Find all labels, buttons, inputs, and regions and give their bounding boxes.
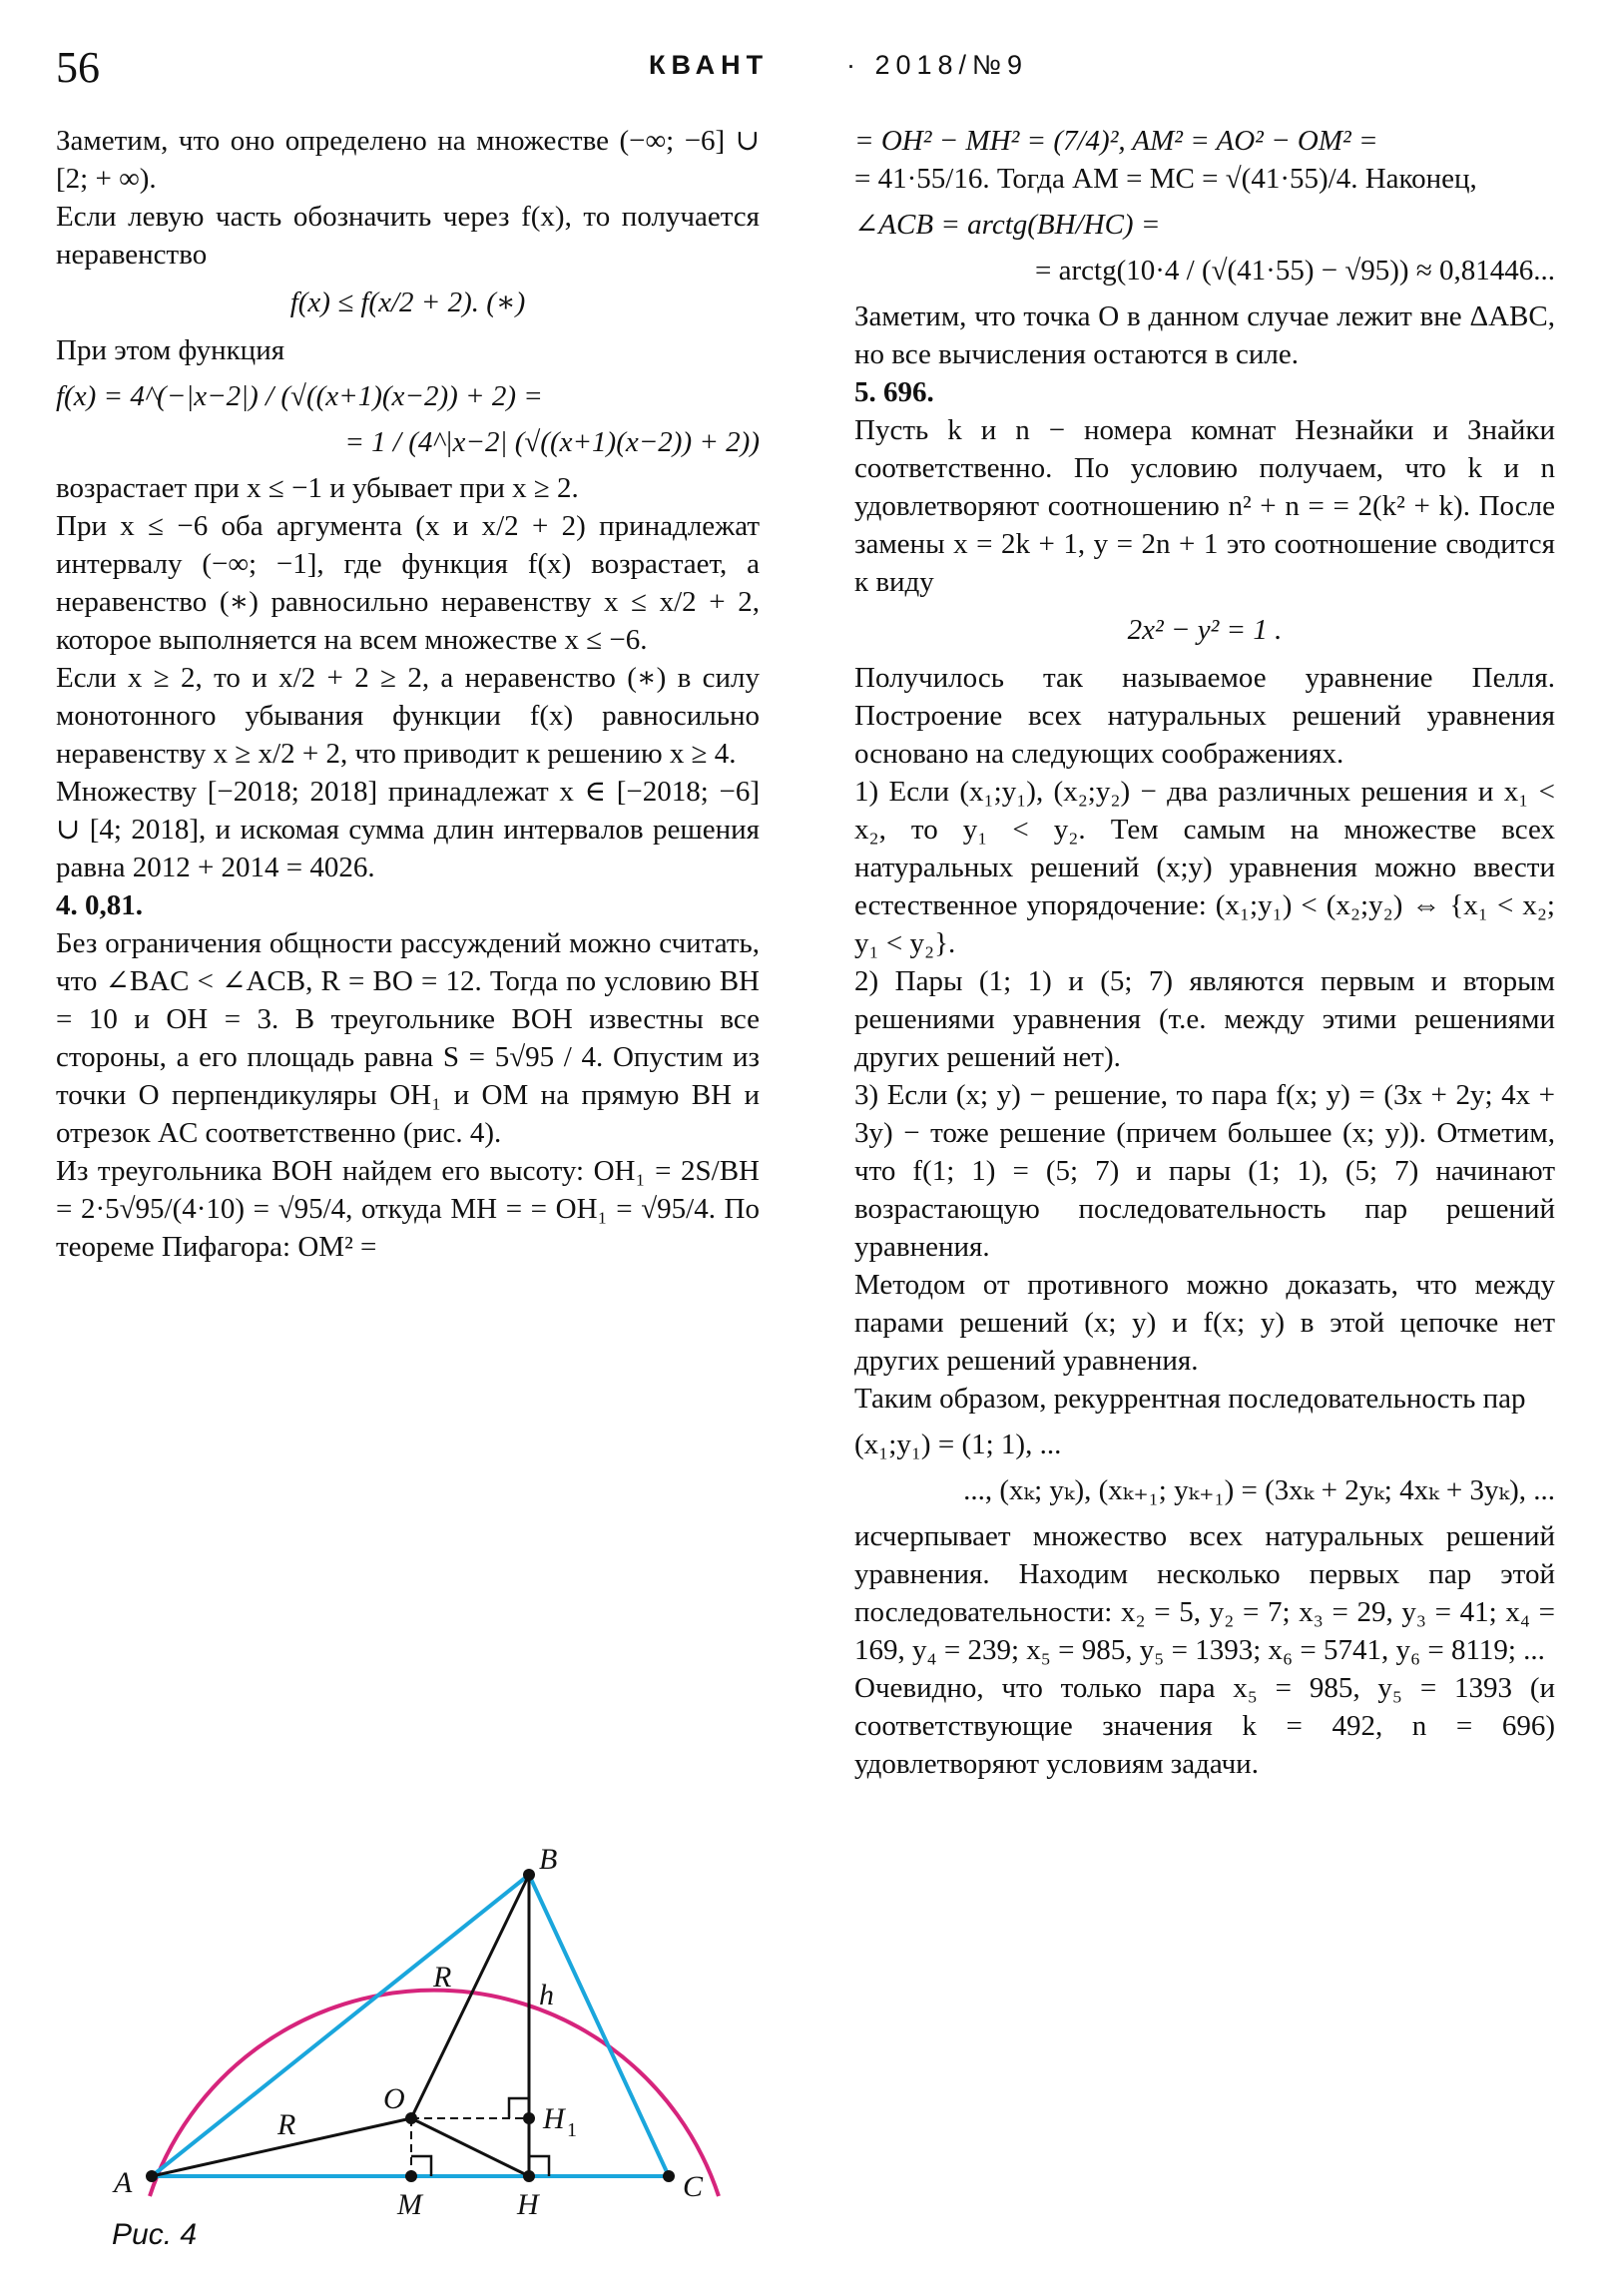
text-paragraph: возрастает при x ≤ −1 и убывает при x ≥ 2. — [56, 472, 579, 504]
point-o — [405, 2112, 417, 2124]
label-h1-subscript: 1 — [567, 2119, 577, 2141]
answer-4: 4. 0,81. — [56, 889, 143, 921]
text-paragraph: 1) Если (x₁;y₁), (x₂;y₂) − два различных решения и x₁ < x₂, то y₁ < y₂. Тем самым на множестве всех натуральных решений (x;y) уравнения можно ввести естественное упорядочение: (x₁;y₁) < (x₂;y₂) ⇔ {x₁ < x₂; y₁ < y₂}. — [854, 776, 1555, 959]
text-paragraph: Получилось так называемое уравнение Пелля. Построение всех натуральных решений уравнения основано на следующих соображениях. — [854, 662, 1555, 770]
text-paragraph: Таким образом, рекуррентная последовательность пар — [854, 1383, 1526, 1415]
label-o: O — [383, 2082, 405, 2115]
equation-f-line2: = 1 / (4^|x−2| (√((x+1)(x−2)) + 2)) — [344, 426, 760, 458]
label-c: C — [683, 2170, 704, 2203]
text-paragraph: Методом от противного можно доказать, что между парами решений (x; y) и f(x; y) в этой цепочке нет других решений уравнения. — [854, 1269, 1555, 1377]
page-header — [0, 42, 1597, 102]
text-paragraph: Из треугольника BOH найдем его высоту: OH₁ = 2S/BH = 2·5√95/(4·10) = √95/4, откуда MH = = OH₁ = √95/4. По теореме Пифагора: OM² = — [56, 1155, 760, 1263]
point-c — [663, 2170, 675, 2182]
right-column — [854, 122, 1555, 1783]
text-paragraph: Если x ≥ 2, то и x/2 + 2 ≥ 2, а неравенство (∗) в силу монотонного убывания функции f(x) равносильно неравенству x ≥ x/2 + 2, что приводит к решению x ≥ 4. — [56, 662, 760, 770]
figure-caption: Рис. 4 — [112, 2218, 198, 2251]
label-a: A — [114, 2166, 133, 2199]
text-paragraph: Если левую часть обозначить через f(x), то получается неравенство — [56, 201, 760, 271]
text-paragraph: При x ≤ −6 оба аргумента (x и x/2 + 2) принадлежат интервалу (−∞; −1], где функция f(x) возрастает, а неравенство (∗) равносильно неравенству x ≤ x/2 + 2, которое выполняется на всем множестве x ≤ −6. — [56, 510, 760, 656]
label-b: B — [539, 1843, 558, 1876]
point-h — [523, 2170, 535, 2182]
point-h1 — [523, 2112, 535, 2124]
equation-star: f(x) ≤ f(x/2 + 2). (∗) — [289, 287, 526, 318]
text-paragraph: Заметим, что оно определено на множестве (−∞; −6] ∪ [2; + ∞). — [56, 125, 760, 195]
equation-line: = OH² − MH² = (7/4)², AM² = AO² − OM² = — [854, 125, 1378, 157]
label-h-height: h — [539, 1979, 554, 2011]
point-m — [405, 2170, 417, 2182]
point-a — [146, 2170, 158, 2182]
issue-number: · 2018/№9 — [846, 50, 1029, 80]
point-b — [523, 1869, 535, 1881]
side-ab — [152, 1875, 529, 2176]
left-column — [56, 122, 760, 1266]
label-r-upper: R — [433, 1961, 452, 1994]
page-number: 56 — [56, 43, 100, 92]
equation-sequence-2: ..., (xₖ; yₖ), (xₖ₊₁; yₖ₊₁) = (3xₖ + 2yₖ; 4xₖ + 3yₖ), ... — [963, 1474, 1555, 1506]
text-paragraph: Множеству [−2018; 2018] принадлежат x ∈ [−2018; −6] ∪ [4; 2018], и искомая сумма длин интервалов решения равна 2012 + 2014 = 4026. — [56, 776, 760, 883]
figure-4 — [100, 1837, 759, 2216]
text-paragraph: исчерпывает множество всех натуральных решений уравнения. Находим несколько первых пар этой последовательности: x₂ = 5, y₂ = 7; x₃ = 29, y₃ = 41; x₄ = 169, y₄ = 239; x₅ = 985, y₅ = 1393; x₆ = 5741, y₆ = 8119; ... — [854, 1520, 1555, 1666]
text-paragraph: Пусть k и n − номера комнат Незнайки и Знайки соответственно. По условию получаем, что k и n удовлетворяют соотношению n² + n = = 2(k² + k). После замены x = 2k + 1, y = 2n + 1 это соотношение сводится к виду — [854, 414, 1555, 598]
equation-line: ∠ACB = arctg(BH/HC) = — [854, 209, 1161, 241]
equation-line: = arctg(10·4 / (√(41·55) − √95)) ≈ 0,81446... — [1035, 255, 1555, 287]
equation-sequence-1: (x₁;y₁) = (1; 1), ... — [854, 1429, 1062, 1460]
label-h1: H — [543, 2102, 565, 2135]
text-paragraph: Заметим, что точка O в данном случае лежит вне ΔABC, но все вычисления остаются в силе. — [854, 300, 1555, 370]
magazine-title: КВАНТ — [649, 50, 770, 80]
label-r-lower: R — [277, 2108, 296, 2141]
equation-line: = 41·55/16. Тогда AM = MC = √(41·55)/4. Наконец, — [854, 163, 1477, 195]
text-paragraph: 2) Пары (1; 1) и (5; 7) являются первым и вторым решениями уравнения (т.е. между этими решениями других решений нет). — [854, 965, 1555, 1073]
label-m: M — [397, 2188, 422, 2216]
circle-arc — [150, 1991, 719, 2196]
equation-pell: 2x² − y² = 1 . — [1127, 614, 1283, 646]
segment-oh — [411, 2118, 529, 2176]
equation-f-line1: f(x) = 4^(−|x−2|) / (√((x+1)(x−2)) + 2) = — [56, 380, 543, 412]
text-paragraph: Без ограничения общности рассуждений можно считать, что ∠BAC < ∠ACB, R = BO = 12. Тогда по условию BH = 10 и OH = 3. В треугольнике BOH известны все стороны, а его площадь равна S = 5√95 / 4. Опустим из точки O перпендикуляры OH₁ и OM на прямую BH и отрезок AC соответственно (рис. 4). — [56, 927, 760, 1149]
text-paragraph: При этом функция — [56, 334, 285, 366]
text-paragraph: 3) Если (x; y) − решение, то пара f(x; y) = (3x + 2y; 4x + 3y) − тоже решение (причем большее (x; y)). Отметим, что f(1; 1) = (5; 7) и пары (1; 1), (5; 7) начинают возрастающую последовательность пар решений уравнения. — [854, 1079, 1555, 1263]
segment-ob — [411, 1875, 529, 2118]
text-paragraph: Очевидно, что только пара x₅ = 985, y₅ = 1393 (и соответствующие значения k = 492, n = 696) удовлетворяют условиям задачи. — [854, 1672, 1555, 1780]
answer-5: 5. 696. — [854, 376, 934, 408]
label-h: H — [517, 2188, 539, 2216]
